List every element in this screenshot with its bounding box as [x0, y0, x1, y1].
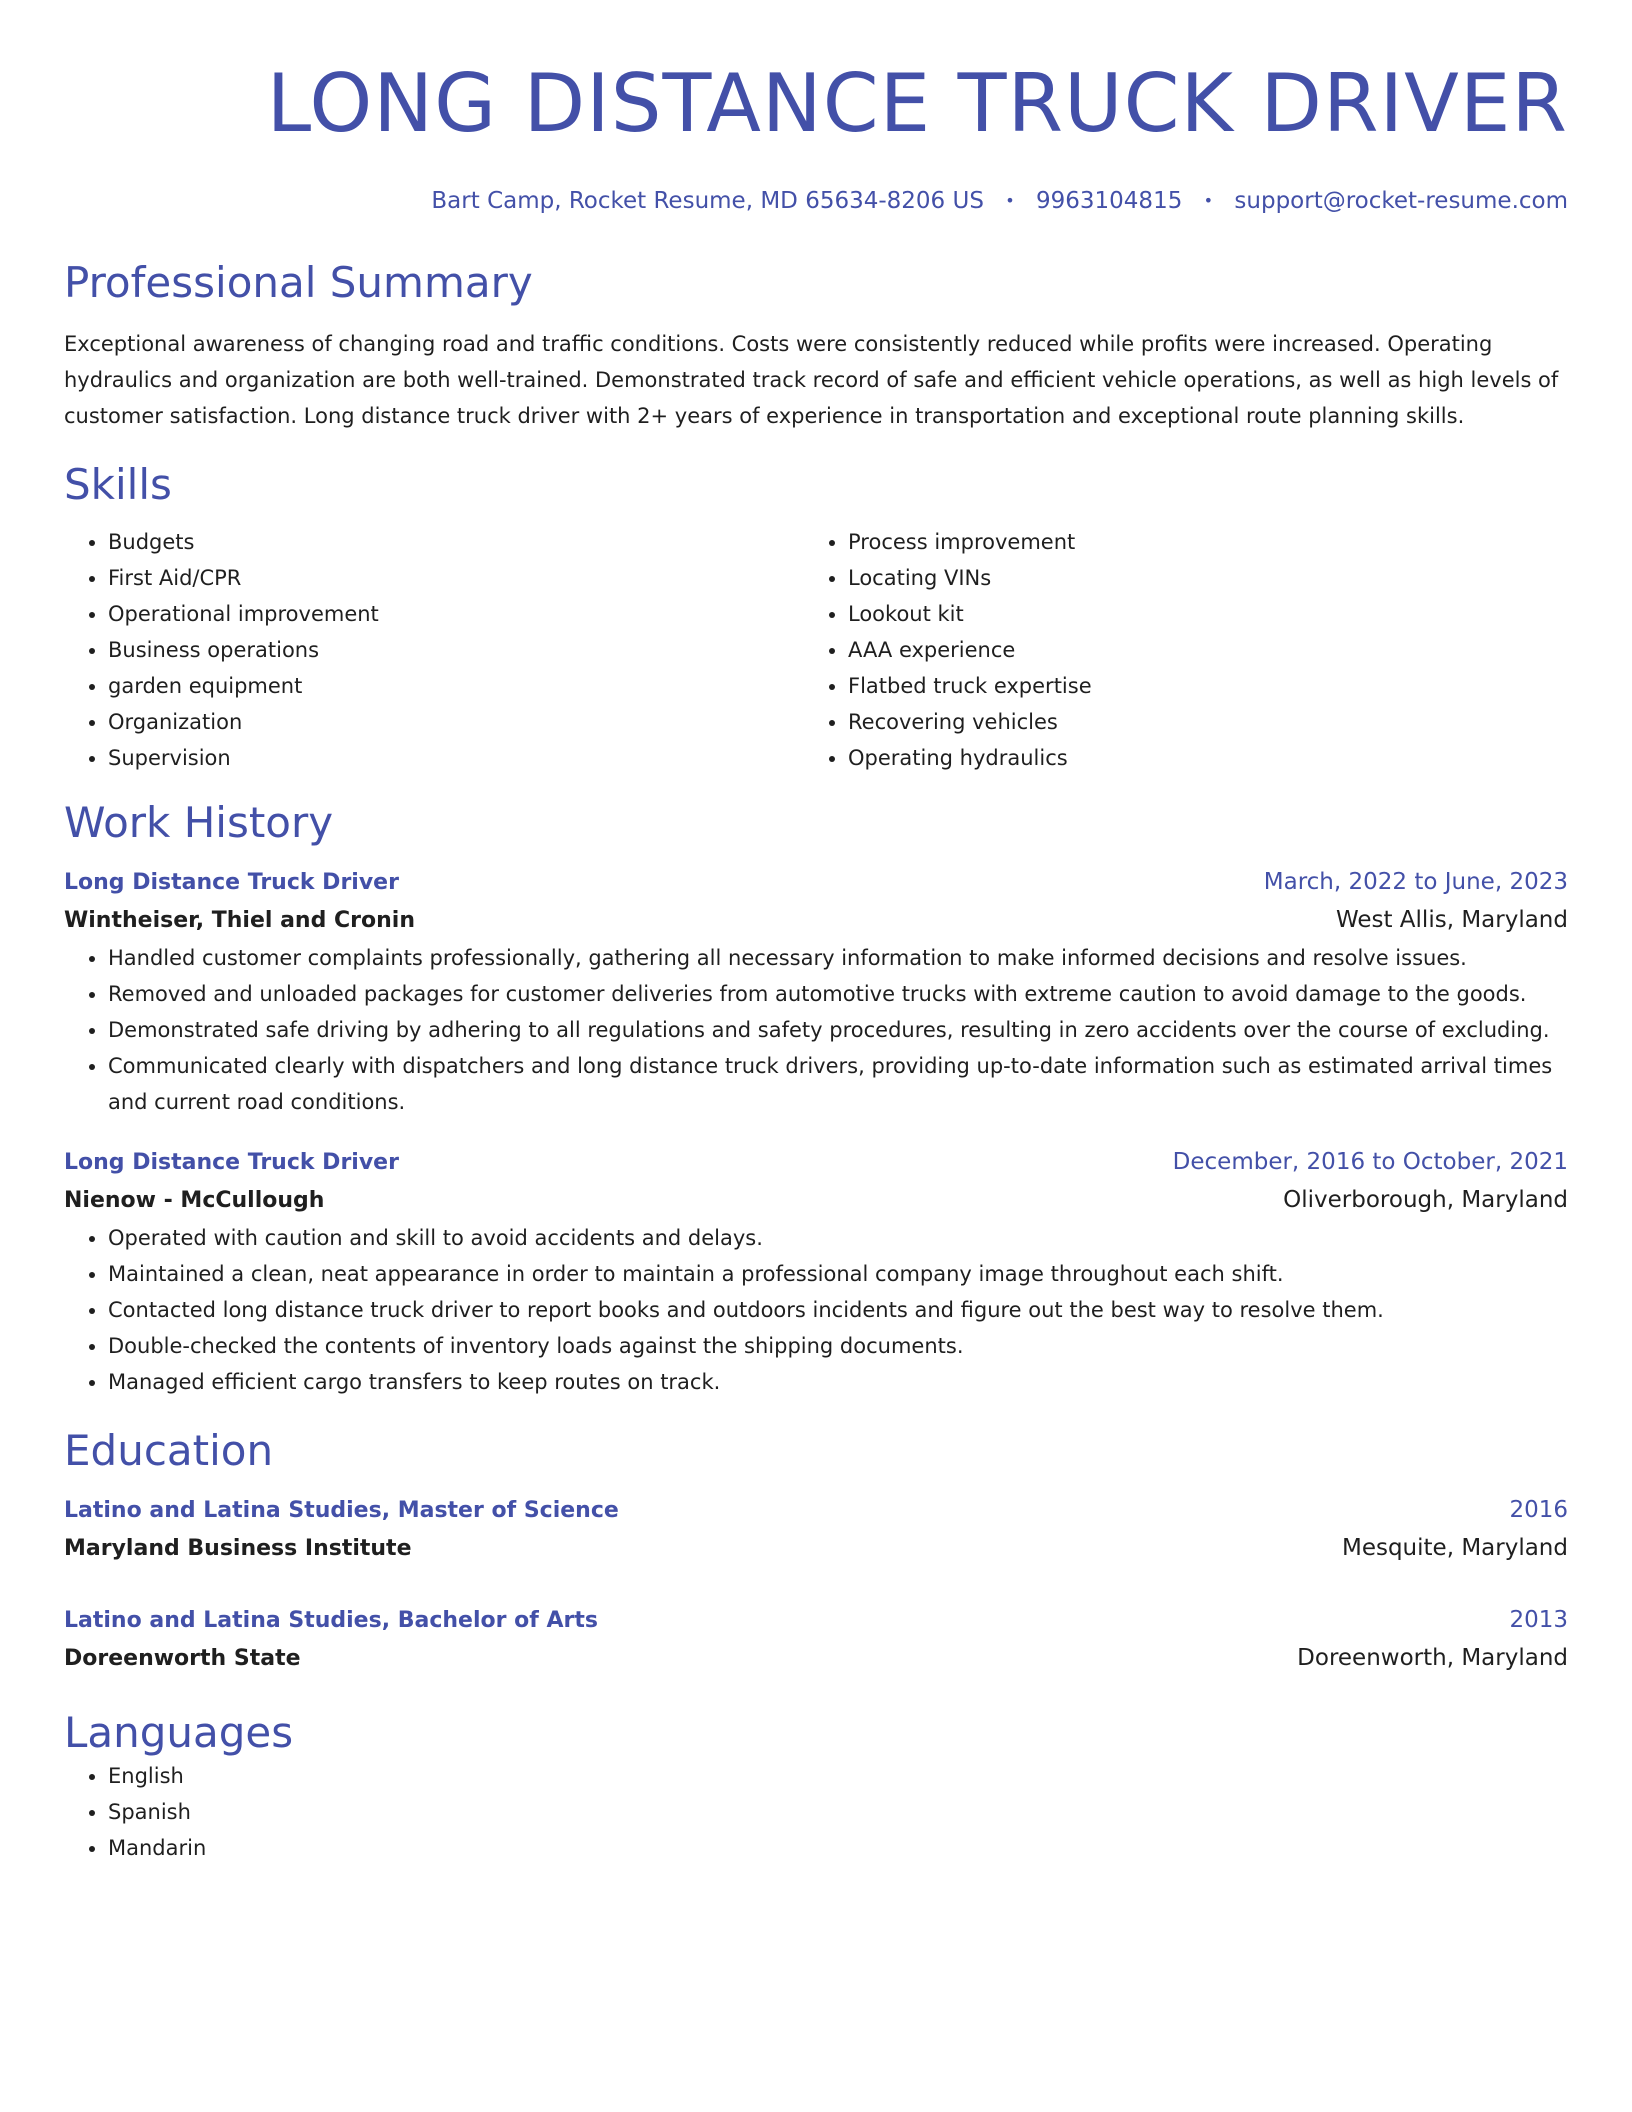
language-item: • Spanish — [108, 1794, 1568, 1830]
skills-column-left — [64, 524, 804, 776]
contact-address: Bart Camp, Rocket Resume, MD 65634-8206 US — [431, 188, 984, 214]
job-company-row — [64, 1181, 1568, 1220]
separator-dot: • — [1203, 191, 1214, 210]
skill-item: • AAA experience — [848, 632, 1544, 668]
education-school-row — [64, 1529, 1568, 1568]
skill-item: • garden equipment — [108, 668, 804, 704]
summary-text: Exceptional awareness of changing road and traffic conditions. Costs were consistently reduced while profits were increased. Operating hydraulics and organization are both well-trained. Demonstrated track record of safe and efficient vehicle operations, as well as high levels of customer satisfaction. Long distance truck driver with 2+ years of experience in transportation and exceptional route planning skills. — [64, 332, 1559, 428]
education-location: Mesquite, Maryland — [1341, 1535, 1568, 1561]
job-title: Long Distance Truck Driver — [64, 870, 399, 895]
job-entry — [64, 864, 1568, 1120]
job-bullet: • Double-checked the contents of inventory loads against the shipping documents. — [108, 1328, 1568, 1364]
contact-line — [64, 186, 1568, 216]
job-company: Nienow - McCullough — [64, 1188, 325, 1213]
skill-item: • Process improvement — [848, 524, 1544, 560]
skill-item: • Locating VINs — [848, 560, 1544, 596]
job-bullet: • Demonstrated safe driving by adhering to all regulations and safety procedures, resulting in zero accidents over the course of excluding. — [108, 1012, 1568, 1048]
job-entry — [64, 1144, 1568, 1400]
job-bullet: • Contacted long distance truck driver to report books and outdoors incidents and figure out the best way to resolve them. — [108, 1292, 1568, 1328]
job-bullet: • Handled customer complaints professionally, gathering all necessary information to make informed decisions and resolve issues. — [108, 940, 1568, 976]
skill-item: • Flatbed truck expertise — [848, 668, 1544, 704]
languages-heading: Languages — [64, 1708, 294, 1757]
job-title-row — [64, 864, 1568, 901]
job-bullet-list — [64, 940, 1568, 1120]
education-year: 2016 — [1509, 1497, 1568, 1523]
education-year: 2013 — [1509, 1607, 1568, 1633]
resume-header — [64, 56, 1568, 216]
job-location: Oliverborough, Maryland — [1283, 1187, 1568, 1213]
education-degree-row — [64, 1602, 1568, 1639]
skill-item: • Business operations — [108, 632, 804, 668]
skill-item: • Operating hydraulics — [848, 740, 1544, 776]
skill-item: • Operational improvement — [108, 596, 804, 632]
education-school: Doreenworth State — [64, 1646, 301, 1671]
skill-item: • Budgets — [108, 524, 804, 560]
job-dates: December, 2016 to October, 2021 — [1172, 1149, 1568, 1175]
education-degree: Latino and Latina Studies, Bachelor of Arts — [64, 1608, 598, 1633]
job-bullet: • Maintained a clean, neat appearance in order to maintain a professional company image throughout each shift. — [108, 1256, 1568, 1292]
job-title-heading: LONG DISTANCE TRUCK DRIVER — [266, 57, 1568, 150]
contact-phone: 9963104815 — [1036, 188, 1183, 214]
education-school: Maryland Business Institute — [64, 1536, 412, 1561]
job-title: Long Distance Truck Driver — [64, 1150, 399, 1175]
work-history-heading: Work History — [64, 798, 334, 847]
skill-item: • Supervision — [108, 740, 804, 776]
job-bullet: • Communicated clearly with dispatchers and long distance truck drivers, providing up-to-date information such as estimated arrival times and current road conditions. — [108, 1048, 1568, 1120]
contact-email: support@rocket-resume.com — [1234, 188, 1568, 214]
skills-column-right — [804, 524, 1544, 776]
job-bullet: • Managed efficient cargo transfers to keep routes on track. — [108, 1364, 1568, 1400]
skill-item: • First Aid/CPR — [108, 560, 804, 596]
skills-grid — [64, 524, 1568, 776]
skills-heading: Skills — [64, 460, 172, 509]
skill-item: • Lookout kit — [848, 596, 1544, 632]
separator-dot: • — [1005, 191, 1015, 210]
education-entry — [64, 1492, 1568, 1568]
skill-item: • Recovering vehicles — [848, 704, 1544, 740]
education-heading: Education — [64, 1426, 274, 1475]
skill-item: • Organization — [108, 704, 804, 740]
summary-heading: Professional Summary — [64, 258, 533, 307]
job-company-row — [64, 901, 1568, 940]
language-item: • Mandarin — [108, 1830, 1568, 1866]
education-school-row — [64, 1639, 1568, 1678]
job-dates: March, 2022 to June, 2023 — [1263, 869, 1568, 895]
job-bullet-list — [64, 1220, 1568, 1400]
education-location: Doreenworth, Maryland — [1297, 1645, 1568, 1671]
languages-list — [64, 1758, 1568, 1866]
skills-list-left — [64, 524, 804, 776]
skills-list-right — [804, 524, 1544, 776]
education-degree-row — [64, 1492, 1568, 1529]
job-title-row — [64, 1144, 1568, 1181]
job-bullet: • Removed and unloaded packages for customer deliveries from automotive trucks with extreme caution to avoid damage to the goods. — [108, 976, 1568, 1012]
education-entry — [64, 1602, 1568, 1678]
job-location: West Allis, Maryland — [1335, 907, 1568, 933]
job-company: Wintheiser, Thiel and Cronin — [64, 908, 415, 933]
job-bullet: • Operated with caution and skill to avoid accidents and delays. — [108, 1220, 1568, 1256]
education-degree: Latino and Latina Studies, Master of Science — [64, 1498, 619, 1523]
language-item: • English — [108, 1758, 1568, 1794]
